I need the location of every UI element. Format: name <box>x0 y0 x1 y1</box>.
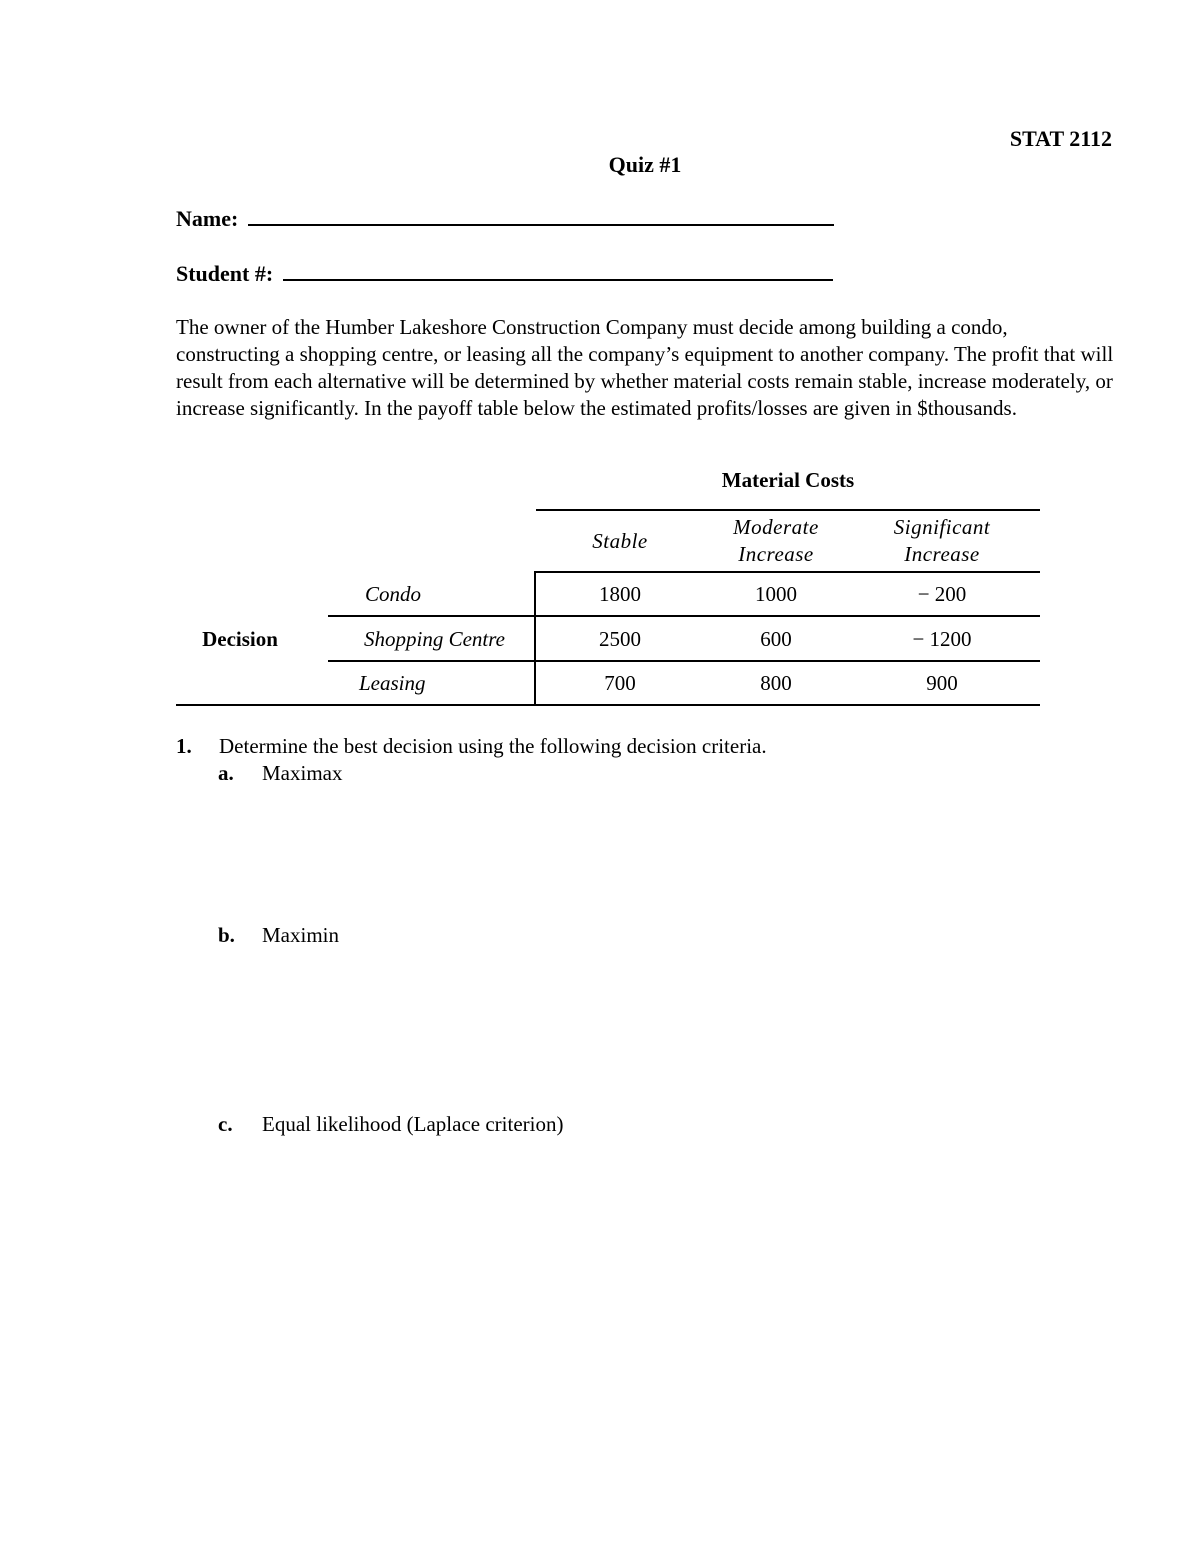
table-cell: 1000 <box>755 582 797 606</box>
table-cell: 800 <box>760 671 792 695</box>
table-cell: − 200 <box>917 582 967 606</box>
name-blank-line[interactable] <box>248 208 834 226</box>
column-header-text: Moderate <box>733 515 819 539</box>
column-header-significant <box>858 514 1026 568</box>
table-cell: 1800 <box>599 582 641 606</box>
table-top-rule <box>536 509 1040 511</box>
question-number: 1. <box>176 734 192 758</box>
part-text-maximax: Maximax <box>262 761 343 785</box>
table-cell: 2500 <box>599 627 641 651</box>
student-field-row <box>176 261 833 287</box>
page-title: Quiz #1 <box>608 152 682 177</box>
table-cell: 600 <box>760 627 792 651</box>
student-number-label: Student #: <box>176 261 274 286</box>
row-label-leasing: Leasing <box>359 671 426 695</box>
part-letter-c: c. <box>218 1112 233 1136</box>
name-field-row <box>176 206 834 232</box>
column-header-text: Increase <box>904 542 980 566</box>
table-row-rule <box>328 660 1040 662</box>
column-header-text: Significant <box>893 515 991 539</box>
problem-statement: The owner of the Humber Lakeshore Construction Company must decide among building a condo, constructing a shopping centre, or leasing all the company’s equipment to another company. The profit that will result from each alternative will be determined by whether material costs remain stable, increase moderately, or increase significantly. In the payoff table below the estimated profits/losses are given in $thousands. <box>176 315 1114 420</box>
table-cell: 900 <box>926 671 958 695</box>
column-header-stable <box>536 528 704 555</box>
column-header-moderate <box>692 514 860 568</box>
course-code: STAT 2112 <box>1009 126 1112 151</box>
student-number-blank-line[interactable] <box>283 263 833 281</box>
part-letter-b: b. <box>218 923 235 947</box>
question-text: Determine the best decision using the following decision criteria. <box>219 734 767 758</box>
name-label: Name: <box>176 206 239 231</box>
part-letter-a: a. <box>218 761 234 785</box>
table-group-title: Material Costs <box>721 468 855 492</box>
table-header-rule <box>536 571 1040 573</box>
table-bottom-rule <box>176 704 1040 706</box>
column-header-text: Increase <box>738 542 814 566</box>
part-text-maximin: Maximin <box>262 923 339 947</box>
table-cell: − 1200 <box>912 627 972 651</box>
table-row-rule <box>328 615 1040 617</box>
row-label-shopping-centre: Shopping Centre <box>364 627 505 651</box>
table-cell: 700 <box>604 671 636 695</box>
part-text-laplace: Equal likelihood (Laplace criterion) <box>262 1112 564 1136</box>
row-label-condo: Condo <box>365 582 422 606</box>
row-group-label: Decision <box>202 627 278 651</box>
column-header-text: Stable <box>592 529 648 553</box>
